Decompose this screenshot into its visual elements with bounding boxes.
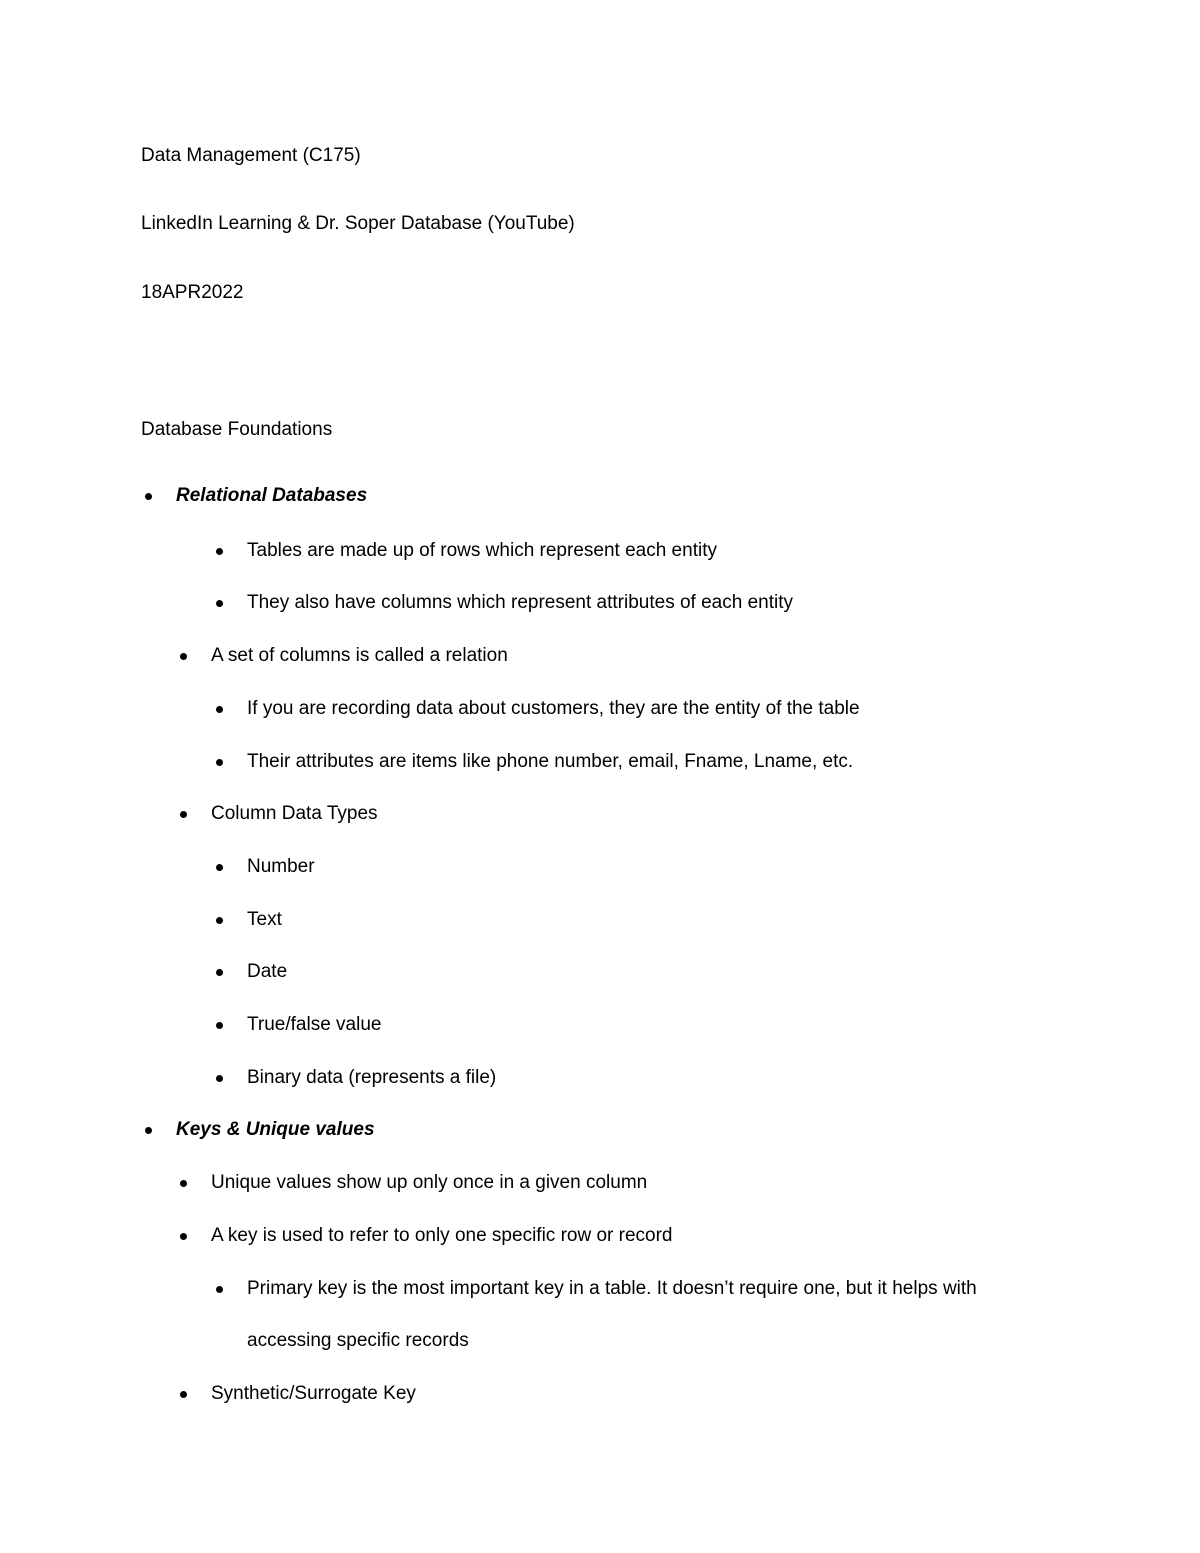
list-item-label: Relational Databases [176, 485, 368, 506]
list-item [247, 1066, 496, 1090]
list-item-label: If you are recording data about customers, they are the entity of the table [247, 698, 860, 719]
list-item-label: Keys & Unique values [176, 1119, 375, 1140]
bullet-icon [180, 811, 187, 818]
list-item [247, 1013, 381, 1037]
bullet-icon [216, 759, 223, 766]
bullet-icon [216, 706, 223, 713]
list-item [211, 802, 378, 826]
bullet-icon [180, 1180, 187, 1187]
list-item-label: They also have columns which represent attributes of each entity [247, 592, 794, 613]
bullet-icon [216, 917, 223, 924]
list-item-label: A set of columns is called a relation [211, 645, 508, 666]
list-item [247, 908, 282, 932]
bullet-icon [216, 1075, 223, 1082]
list-item-label: Date [247, 961, 288, 982]
bullet-icon [216, 548, 223, 555]
section-title: Database Foundations [141, 419, 333, 440]
list-item-label: Synthetic/Surrogate Key [211, 1383, 416, 1404]
list-item [211, 1382, 416, 1406]
list-item [211, 1224, 673, 1248]
bullet-icon [180, 1233, 187, 1240]
course-title: Data Management (C175) [141, 145, 361, 166]
date-line: 18APR2022 [141, 282, 244, 303]
list-item [247, 1277, 977, 1301]
bullet-icon [180, 653, 187, 660]
list-item-continuation: accessing specific records [247, 1330, 469, 1351]
list-item-label: Binary data (represents a file) [247, 1067, 497, 1088]
list-item [247, 750, 853, 774]
list-item [247, 697, 860, 721]
list-item-label: Column Data Types [211, 803, 378, 824]
list-item-label: Text [247, 909, 282, 930]
list-item-label: Unique values show up only once in a given column [211, 1172, 648, 1193]
bullet-icon [180, 1391, 187, 1398]
bullet-icon [216, 864, 223, 871]
list-item-relational-databases [176, 484, 367, 508]
list-item-label: A key is used to refer to only one specific row or record [211, 1225, 673, 1246]
list-item-label: Primary key is the most important key in a table. It doesn’t require one, but it helps with [247, 1278, 977, 1299]
list-item [211, 644, 508, 668]
bullet-icon [216, 600, 223, 607]
list-item [247, 539, 717, 563]
list-item-label: True/false value [247, 1014, 382, 1035]
list-item-label: Number [247, 856, 315, 877]
list-item-label: Tables are made up of rows which represent each entity [247, 540, 717, 561]
list-item [247, 855, 315, 879]
list-item-keys-unique-values [176, 1118, 375, 1142]
list-item [247, 960, 287, 984]
bullet-icon [145, 1127, 152, 1134]
list-item-label: Their attributes are items like phone number, email, Fname, Lname, etc. [247, 751, 854, 772]
bullet-icon [216, 969, 223, 976]
list-item [247, 591, 793, 615]
list-item [211, 1171, 647, 1195]
bullet-icon [145, 493, 152, 500]
bullet-icon [216, 1022, 223, 1029]
bullet-icon [216, 1286, 223, 1293]
source-line: LinkedIn Learning & Dr. Soper Database (YouTube) [141, 213, 575, 234]
